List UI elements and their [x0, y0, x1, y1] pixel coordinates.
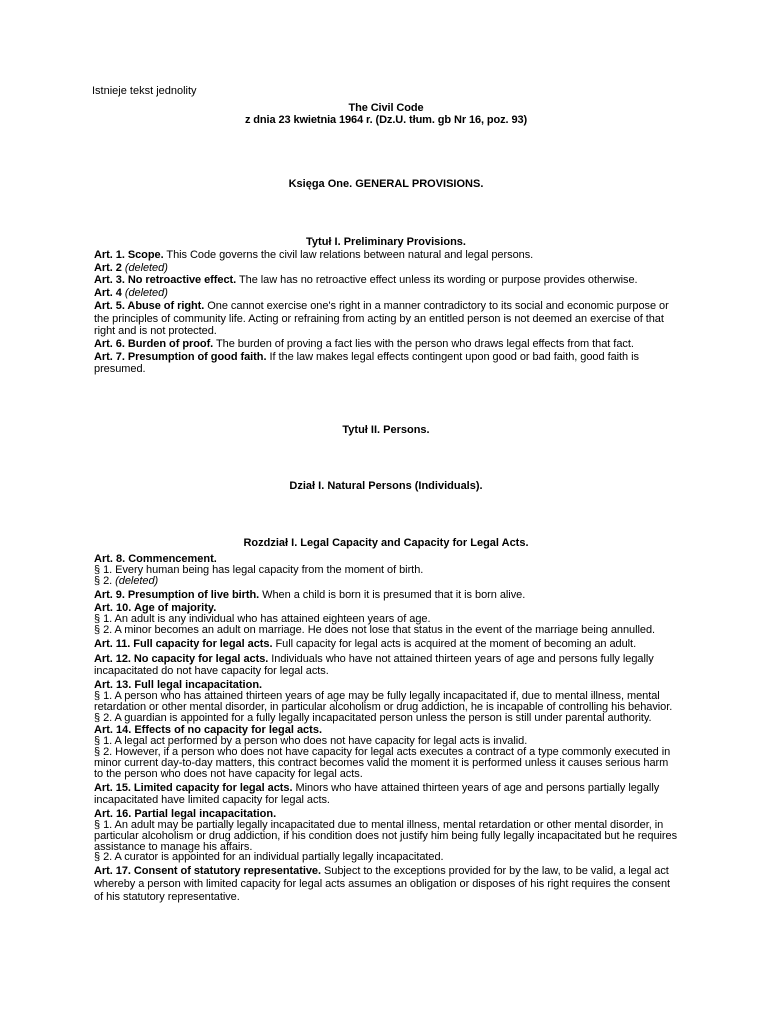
article-heading: Art. 16. Partial legal incapacitation. — [94, 808, 277, 821]
article-6 — [92, 338, 680, 351]
division-heading: Dział I. Natural Persons (Individuals). — [289, 480, 483, 493]
article-heading: Art. 17. Consent of statutory representative. — [94, 865, 321, 878]
article-8 — [92, 554, 680, 587]
article-13 — [92, 680, 680, 723]
article-17 — [92, 865, 680, 903]
book-heading: Księga One. GENERAL PROVISIONS. — [288, 178, 484, 190]
deleted-marker: (deleted) — [124, 261, 168, 274]
article-paragraph: § 1. Every human being has legal capacity from the moment of birth. — [94, 564, 424, 577]
articles-section-2 — [92, 554, 680, 903]
article-paragraph: § 1. A legal act performed by a person who does not have capacity for legal acts is invalid. — [94, 735, 528, 748]
title-heading-2: Tytuł II. Persons. — [342, 424, 430, 437]
article-heading: Art. 8. Commencement. — [94, 553, 217, 566]
article-paragraph: § 2. However, if a person who does not have capacity for legal acts executes a contract of a type commonly executed in minor current day-to-day matters, this contract becomes valid the moment it is performed unless it causes serious harm to the person who does not have capacity for legal acts. — [94, 746, 671, 780]
article-heading: Art. 10. Age of majority. — [94, 602, 217, 615]
article-9 — [92, 589, 680, 602]
article-heading: Art. 1. Scope. — [94, 249, 164, 261]
article-heading: Art. 4 — [94, 287, 122, 300]
article-text: If the law makes legal effects contingent upon good or bad faith, good faith is presumed. — [94, 350, 639, 376]
article-16 — [92, 809, 680, 863]
article-4 — [92, 287, 680, 300]
document-body — [92, 84, 680, 903]
article-paragraph: § 2. A guardian is appointed for a fully legally incapacitated person unless the person is still under parental authority. — [94, 711, 652, 724]
article-15 — [92, 782, 680, 807]
article-12 — [92, 653, 680, 678]
article-1 — [92, 249, 680, 262]
article-text: One cannot exercise one's right in a manner contradictory to its social and economic purpose or the principles of community life. Acting or refraining from acting by an entitled person is not deemed an exercise of that right and is not protected. — [94, 299, 669, 338]
article-heading: Art. 6. Burden of proof. — [94, 337, 214, 350]
article-text: Minors who have attained thirteen years of age and persons partially legally incapacitated have limited capacity for legal acts. — [94, 781, 660, 807]
article-heading: Art. 3. No retroactive effect. — [94, 274, 237, 287]
article-text: This Code governs the civil law relations between natural and legal persons. — [163, 249, 534, 261]
article-heading: Art. 7. Presumption of good faith. — [94, 350, 267, 363]
article-heading: Art. 11. Full capacity for legal acts. — [94, 637, 273, 650]
document-title: The Civil Code — [348, 102, 424, 114]
article-3 — [92, 274, 680, 287]
consolidated-text-note: Istnieje tekst jednolity — [92, 85, 197, 97]
article-10 — [92, 603, 680, 636]
article-heading: Art. 9. Presumption of live birth. — [94, 588, 260, 601]
article-text: Subject to the exceptions provided for by the law, to be valid, a legal act whereby a person with limited capacity for legal acts assumes an obligation or disposes of his right requires the consent of his statutory representative. — [94, 865, 671, 903]
article-heading: Art. 12. No capacity for legal acts. — [94, 652, 269, 665]
article-heading: Art. 15. Limited capacity for legal acts. — [94, 781, 293, 794]
chapter-heading: Rozdział I. Legal Capacity and Capacity for Legal Acts. — [243, 537, 529, 550]
deleted-marker: (deleted) — [115, 574, 159, 587]
document-subtitle: z dnia 23 kwietnia 1964 r. (Dz.U. tłum. gb Nr 16, poz. 93) — [244, 114, 528, 126]
article-heading: Art. 13. Full legal incapacitation. — [94, 679, 263, 692]
article-text: When a child is born it is presumed that it is born alive. — [259, 588, 526, 601]
article-paragraph: § 1. An adult is any individual who has attained eighteen years of age. — [94, 613, 431, 626]
article-paragraph: § 2. A minor becomes an adult on marriage. He does not lose that status in the event of the marriage being annulled. — [94, 624, 656, 637]
article-11 — [92, 638, 680, 651]
article-text: The burden of proving a fact lies with the person who draws legal effects from that fact. — [213, 337, 634, 350]
article-2 — [92, 262, 680, 275]
article-heading: Art. 2 — [94, 261, 122, 274]
article-text: Full capacity for legal acts is acquired at the moment of becoming an adult. — [272, 637, 637, 650]
article-paragraph: § 2. A curator is appointed for an individual partially legally incapacitated. — [94, 851, 444, 864]
deleted-marker: (deleted) — [124, 287, 168, 300]
article-paragraph: § 1. A person who has attained thirteen years of age may be fully legally incapacitated if, due to mental illness, mental retardation or other mental disorder, in particular alcoholism or drug addiction, he is incapable of controlling his behavior. — [94, 690, 673, 713]
article-7 — [92, 351, 680, 376]
article-text: Individuals who have not attained thirteen years of age and persons fully legally incapacitated do not have capacity for legal acts. — [94, 652, 654, 678]
articles-section-1 — [92, 249, 680, 376]
title-heading-1: Tytuł I. Preliminary Provisions. — [306, 236, 466, 248]
article-paragraph: § 1. An adult may be partially legally incapacitated due to mental illness, mental retardation or other mental disorder, in particular alcoholism or drug addiction, if his condition does not justify him being fully legally incapacitated but he requires assistance to manage his affairs. — [94, 819, 678, 853]
article-paragraph — [92, 576, 680, 587]
article-heading: Art. 5. Abuse of right. — [94, 299, 205, 312]
article-14 — [92, 725, 680, 779]
article-text: The law has no retroactive effect unless its wording or purpose provides otherwise. — [236, 274, 638, 287]
article-5 — [92, 300, 680, 338]
paragraph-number: § 2. — [94, 574, 113, 587]
article-heading: Art. 14. Effects of no capacity for legal acts. — [94, 724, 323, 737]
